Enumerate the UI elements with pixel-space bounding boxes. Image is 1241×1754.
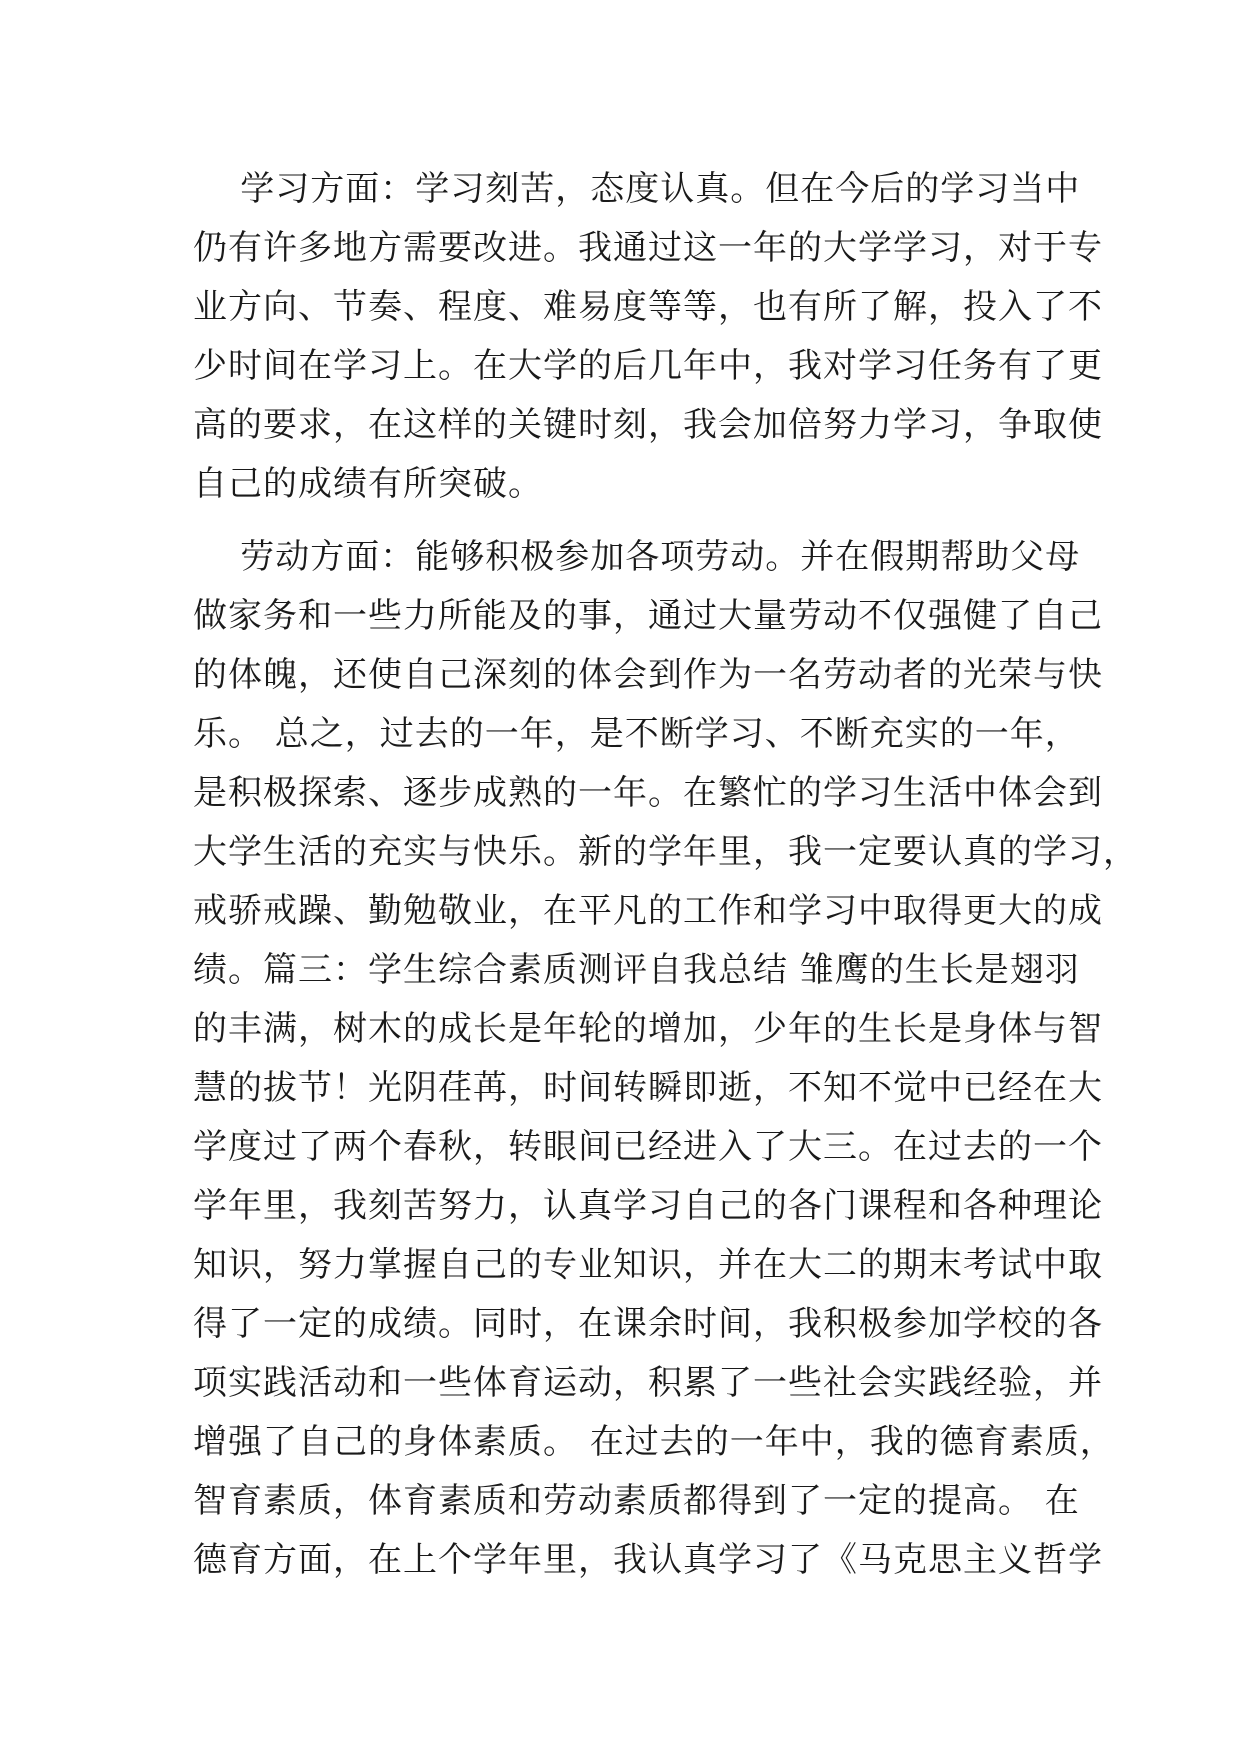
text-line: 智育素质，体育素质和劳动素质都得到了一定的提高。 在 xyxy=(193,1481,1080,1521)
text-line: 学度过了两个春秋，转眼间已经进入了大三。在过去的一个 xyxy=(193,1127,1103,1167)
text-line: 是积极探索、逐步成熟的一年。在繁忙的学习生活中体会到 xyxy=(193,773,1103,813)
paragraph-spacer xyxy=(193,514,1053,528)
text-line: 的丰满，树木的成长是年轮的增加，少年的生长是身体与智 xyxy=(193,1009,1103,1049)
text-line: 仍有许多地方需要改进。我通过这一年的大学学习，对于专 xyxy=(193,228,1103,268)
paragraph-study xyxy=(193,160,1103,514)
document-body xyxy=(193,160,1138,1590)
text-line: 德育方面，在上个学年里，我认真学习了《马克思主义哲学 xyxy=(193,1540,1103,1580)
text-line: 慧的拔节！光阴荏苒，时间转瞬即逝，不知不觉中已经在大 xyxy=(193,1068,1103,1108)
text-line: 增强了自己的身体素质。 在过去的一年中，我的德育素质， xyxy=(193,1422,1115,1462)
text-line: 高的要求，在这样的关键时刻，我会加倍努力学习，争取使 xyxy=(193,405,1103,445)
text-line: 项实践活动和一些体育运动，积累了一些社会实践经验，并 xyxy=(193,1363,1103,1403)
text-line: 的体魄，还使自己深刻的体会到作为一名劳动者的光荣与快 xyxy=(193,655,1103,695)
text-line: 劳动方面：能够积极参加各项劳动。并在假期帮助父母 xyxy=(193,537,1081,577)
text-line: 绩。篇三：学生综合素质测评自我总结 雏鹰的生长是翅羽 xyxy=(193,950,1080,990)
paragraph-labor xyxy=(193,528,1138,1590)
text-line: 少时间在学习上。在大学的后几年中，我对学习任务有了更 xyxy=(193,346,1103,386)
text-line: 业方向、节奏、程度、难易度等等，也有所了解，投入了不 xyxy=(193,287,1103,327)
text-line: 得了一定的成绩。同时，在课余时间，我积极参加学校的各 xyxy=(193,1304,1103,1344)
text-line: 乐。 总之，过去的一年，是不断学习、不断充实的一年， xyxy=(193,714,1080,754)
text-line: 大学生活的充实与快乐。新的学年里，我一定要认真的学习， xyxy=(193,832,1138,872)
text-line: 知识，努力掌握自己的专业知识，并在大二的期末考试中取 xyxy=(193,1245,1103,1285)
text-line: 学年里，我刻苦努力，认真学习自己的各门课程和各种理论 xyxy=(193,1186,1103,1226)
text-line: 学习方面：学习刻苦，态度认真。但在今后的学习当中 xyxy=(193,169,1081,209)
text-line: 戒骄戒躁、勤勉敬业，在平凡的工作和学习中取得更大的成 xyxy=(193,891,1103,931)
text-line: 做家务和一些力所能及的事，通过大量劳动不仅强健了自己 xyxy=(193,596,1103,636)
text-line: 自己的成绩有所突破。 xyxy=(193,464,543,504)
